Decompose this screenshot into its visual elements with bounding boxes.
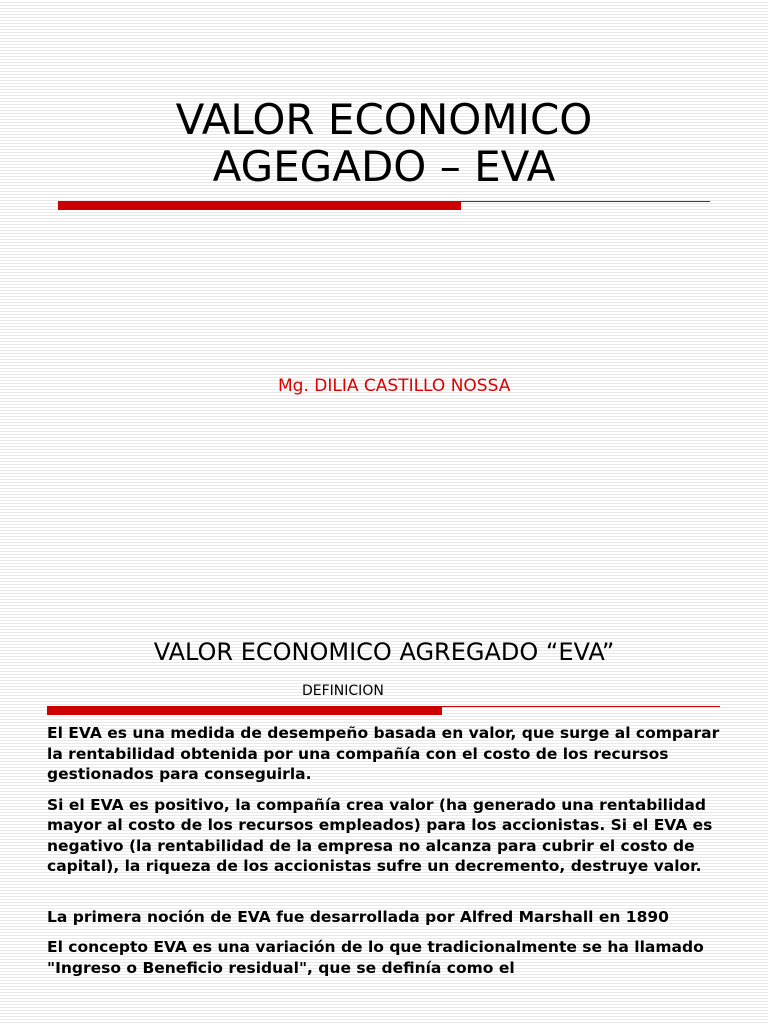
definition-slide (0, 600, 768, 1024)
title-line-2: AGEGADO – EVA (212, 142, 556, 191)
paragraph: El EVA es una medida de desempeño basada en valor, que surge al comparar la rentabilidad obtenida por una compañía con el costo de los recursos gestionados para conseguirla. (47, 724, 720, 783)
slide-subtitle: DEFINICION (302, 683, 384, 699)
title-line-1: VALOR ECONOMICO (175, 95, 593, 144)
author-name: Mg. DILIA CASTILLO NOSSA (278, 376, 511, 396)
slide-title: VALOR ECONOMICO AGREGADO “EVA” (153, 638, 615, 666)
slide-body (47, 723, 737, 988)
paragraph: Si el EVA es positivo, la compañía crea valor (ha generado una rentabilidad mayor al costo de los recursos empleados) para los accionistas. Si el EVA es negativo (la rentabilidad de la empresa no alcanza para cubrir el costo de capital), la riqueza de los accionistas sufre un decremento, destruye valor. (47, 795, 713, 875)
slide-underline-thick (47, 706, 442, 715)
presentation-title (0, 96, 768, 190)
paragraph: El concepto EVA es una variación de lo que tradicionalmente se ha llamado "Ingreso o Beneficio residual", que se definía como el (47, 938, 704, 977)
paragraph: La primera noción de EVA fue desarrollada por Alfred Marshall en 1890 (47, 907, 669, 926)
title-underline-thick (58, 201, 461, 210)
